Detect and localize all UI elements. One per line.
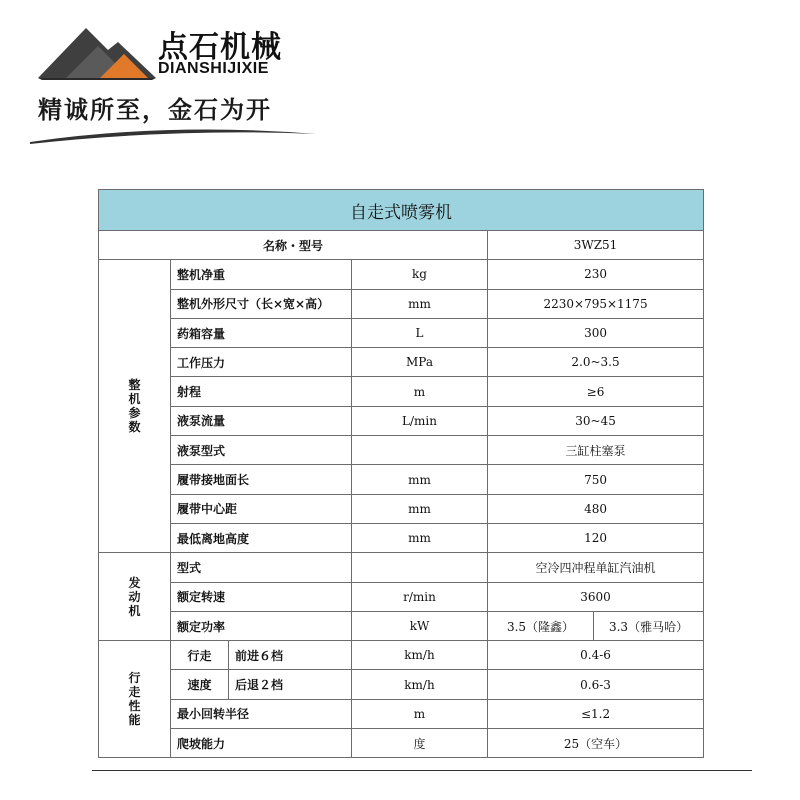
row-name: 液泵流量 — [171, 406, 352, 435]
row-unit: mm — [352, 465, 488, 494]
row-value: 480 — [488, 494, 704, 523]
table-row — [99, 494, 704, 523]
slogan-swoosh-icon — [28, 118, 318, 148]
row-value: 3600 — [488, 582, 704, 611]
table-row — [99, 553, 704, 582]
row-value: ≥6 — [488, 377, 704, 406]
table-row — [99, 436, 704, 465]
row-unit: r/min — [352, 582, 488, 611]
row-name: 最小回转半径 — [171, 699, 352, 728]
row-value: 30~45 — [488, 406, 704, 435]
row-unit: L/min — [352, 406, 488, 435]
row-value-a: 3.5（隆鑫） — [488, 611, 594, 640]
table-row — [99, 641, 704, 670]
row-name: 整机净重 — [171, 260, 352, 289]
group-travel: 行走性能 — [99, 641, 171, 758]
row-value: 230 — [488, 260, 704, 289]
speed-label-b: 速度 — [171, 670, 229, 699]
row-value: 750 — [488, 465, 704, 494]
table-row — [99, 670, 704, 699]
table-row — [99, 729, 704, 758]
row-unit: 度 — [352, 729, 488, 758]
table-row — [99, 523, 704, 552]
row-name: 射程 — [171, 377, 352, 406]
row-value: 2230×795×1175 — [488, 289, 704, 318]
row-name: 药箱容量 — [171, 318, 352, 347]
row-unit: km/h — [352, 641, 488, 670]
table-row — [99, 465, 704, 494]
row-name: 最低离地高度 — [171, 523, 352, 552]
spec-table — [98, 189, 704, 758]
row-unit: m — [352, 699, 488, 728]
row-value: 300 — [488, 318, 704, 347]
row-value: ≤1.2 — [488, 699, 704, 728]
row-name: 额定转速 — [171, 582, 352, 611]
row-unit: kW — [352, 611, 488, 640]
row-unit: mm — [352, 523, 488, 552]
table-row — [99, 582, 704, 611]
row-name: 后退２档 — [229, 670, 352, 699]
group-engine: 发动机 — [99, 553, 171, 641]
row-value: 0.6-3 — [488, 670, 704, 699]
row-unit — [352, 436, 488, 465]
row-value: 25（空车） — [488, 729, 704, 758]
row-unit: mm — [352, 494, 488, 523]
table-row — [99, 611, 704, 640]
row-name: 履带接地面长 — [171, 465, 352, 494]
header-model: 3WZ51 — [488, 231, 704, 260]
table-header-row — [99, 231, 704, 260]
table-title-row — [99, 190, 704, 231]
table-title: 自走式喷雾机 — [99, 190, 704, 231]
row-name: 前进６档 — [229, 641, 352, 670]
row-unit: mm — [352, 289, 488, 318]
row-value: 2.0~3.5 — [488, 348, 704, 377]
row-unit: L — [352, 318, 488, 347]
brand-name-en: DIANSHIJIXIE — [158, 60, 269, 77]
row-name: 爬坡能力 — [171, 729, 352, 758]
row-value: 120 — [488, 523, 704, 552]
table-row — [99, 289, 704, 318]
row-unit: km/h — [352, 670, 488, 699]
row-name: 型式 — [171, 553, 352, 582]
row-unit: MPa — [352, 348, 488, 377]
row-name: 工作压力 — [171, 348, 352, 377]
header-label: 名称・型号 — [99, 231, 488, 260]
table-row — [99, 348, 704, 377]
row-value: 空冷四冲程单缸汽油机 — [488, 553, 704, 582]
table-row — [99, 377, 704, 406]
table-row — [99, 406, 704, 435]
table-row — [99, 318, 704, 347]
row-name: 整机外形尺寸（长×宽×高） — [171, 289, 352, 318]
bottom-divider — [92, 770, 752, 771]
brand-slogan: 精诚所至，金石为开 — [38, 95, 272, 124]
row-name: 额定功率 — [171, 611, 352, 640]
row-unit: m — [352, 377, 488, 406]
row-unit: kg — [352, 260, 488, 289]
brand-name-cn: 点石机械 — [158, 30, 282, 65]
row-value: 0.4-6 — [488, 641, 704, 670]
speed-label-a: 行走 — [171, 641, 229, 670]
group-machine: 整机参数 — [99, 260, 171, 553]
row-name: 液泵型式 — [171, 436, 352, 465]
row-value-b: 3.3（雅马哈） — [594, 611, 704, 640]
table-row — [99, 699, 704, 728]
row-value: 三缸柱塞泵 — [488, 436, 704, 465]
table-row — [99, 260, 704, 289]
row-unit — [352, 553, 488, 582]
row-name: 履带中心距 — [171, 494, 352, 523]
